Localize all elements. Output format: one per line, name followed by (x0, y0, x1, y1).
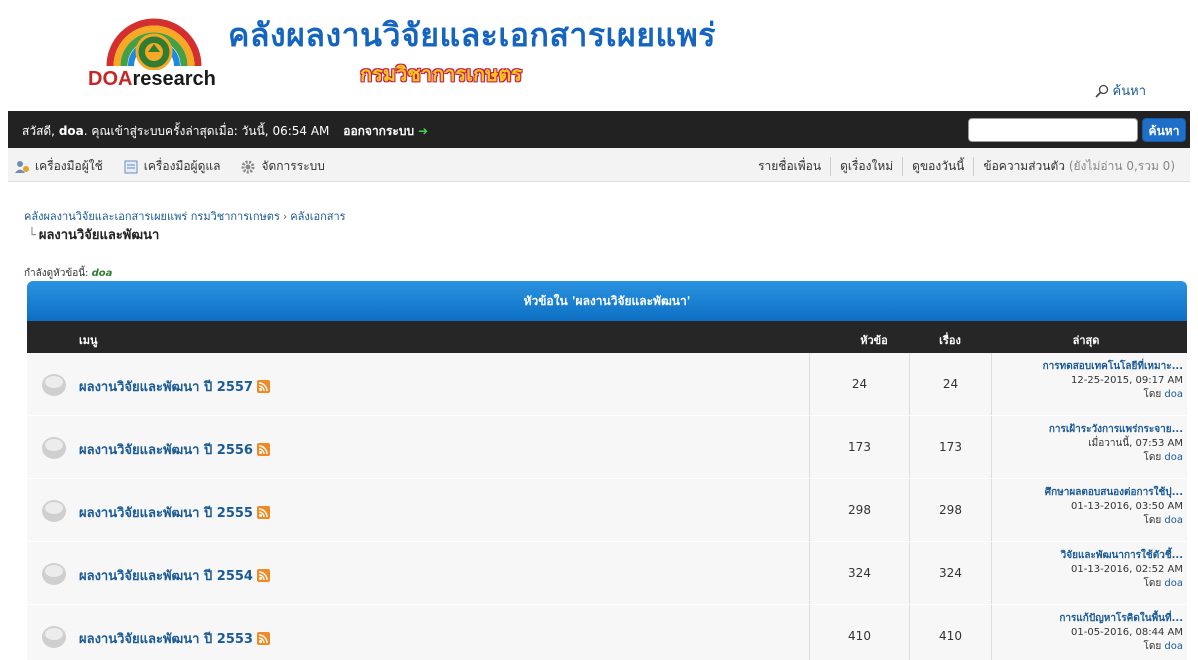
by-label: โดย (1143, 641, 1162, 652)
logout-link[interactable]: ออกจากระบบ (343, 124, 415, 138)
by-label: โดย (1143, 389, 1162, 400)
forum-post-count: 410 (909, 605, 991, 660)
last-post-user[interactable]: doa (1164, 641, 1183, 652)
last-post-date: 01-05-2016, 08:44 AM (1071, 627, 1183, 638)
welcome-message (22, 122, 428, 141)
forum-row (27, 353, 1187, 416)
forum-list-title: หัวข้อใน 'ผลงานวิจัยและพัฒนา' (27, 281, 1187, 321)
forum-rows (27, 353, 1187, 660)
forum-title-link[interactable] (79, 376, 270, 397)
column-forum: เมนู (79, 334, 98, 347)
last-post-by (992, 514, 1183, 528)
forum-post-count: 24 (909, 353, 991, 415)
rss-icon[interactable] (257, 632, 270, 645)
forum-status-icon (41, 625, 67, 649)
last-post-title[interactable]: วิจัยและพัฒนาการใช้ตัวชี้... (1060, 550, 1183, 561)
forum-post-count: 298 (909, 479, 991, 541)
forum-thread-count: 410 (809, 605, 909, 660)
nav-left (14, 157, 325, 176)
last-post-date: 01-13-2016, 02:52 AM (1071, 564, 1183, 575)
by-label: โดย (1143, 515, 1162, 526)
nav-admin[interactable] (240, 157, 324, 176)
forum-status-icon (41, 373, 67, 397)
last-post-by (992, 640, 1183, 654)
last-post-date: 12-25-2015, 09:17 AM (1071, 375, 1183, 386)
last-post-date: เมื่อวานนี้, 07:53 AM (1088, 438, 1183, 449)
column-last-post: ล่าสุด (1072, 334, 1100, 347)
viewing-label: กำลังดูหัวข้อนี้: (24, 268, 89, 279)
viewing-user[interactable]: doa (91, 268, 113, 279)
user-bar (8, 111, 1190, 148)
forum-status-icon (41, 436, 67, 460)
forum-row (27, 416, 1187, 479)
forum-post-count: 173 (909, 416, 991, 478)
forum-title-link[interactable] (79, 439, 270, 460)
forum-post-count: 324 (909, 542, 991, 604)
forum-row (27, 479, 1187, 542)
forum-thread-count: 324 (809, 542, 909, 604)
logout-arrow-icon: ➜ (418, 124, 429, 138)
forum-title-link[interactable] (79, 502, 270, 523)
nav-user-tools[interactable] (14, 157, 103, 176)
forum-thread-count: 173 (809, 416, 909, 478)
rss-icon[interactable] (257, 569, 270, 582)
forum-title-text: ผลงานวิจัยและพัฒนา ปี 2555 (79, 506, 253, 521)
site-subtitle: กรมวิชาการเกษตร (360, 62, 523, 86)
forum-last-post (991, 479, 1187, 541)
header-search-link[interactable] (1095, 80, 1146, 101)
nav-friends[interactable]: รายชื่อเพื่อน (758, 159, 822, 173)
rss-icon[interactable] (257, 506, 270, 519)
nav-bar (8, 148, 1190, 182)
column-posts: เรื่อง (939, 334, 961, 347)
currently-viewing (24, 266, 112, 281)
last-post-title[interactable]: การทดสอบเทคโนโลยีที่เหมาะ... (1042, 361, 1183, 372)
forum-title-text: ผลงานวิจัยและพัฒนา ปี 2556 (79, 443, 253, 458)
header-search-label: ค้นหา (1112, 84, 1146, 99)
column-threads: หัวข้อ (860, 334, 888, 347)
forum-status-icon (41, 499, 67, 523)
last-post-user[interactable]: doa (1164, 389, 1183, 400)
site-logo[interactable] (82, 8, 232, 94)
pm-count: (ยังไม่อ่าน 0,รวม 0) (1068, 159, 1175, 173)
nav-today-posts[interactable]: ดูของวันนี้ (902, 157, 973, 176)
by-label: โดย (1143, 578, 1162, 589)
forum-thread-count: 298 (809, 479, 909, 541)
forum-title-link[interactable] (79, 565, 270, 586)
page-title-text: ผลงานวิจัยและพัฒนา (38, 228, 160, 243)
nav-right (749, 157, 1184, 176)
nav-label: เครื่องมือผู้ดูแล (143, 159, 221, 173)
logo-wordmark: DOAresearch (88, 68, 216, 90)
greeting: สวัสดี, (22, 124, 55, 138)
breadcrumb-separator: › (282, 210, 288, 223)
user-tools-icon (14, 159, 30, 175)
forum-title-text: ผลงานวิจัยและพัฒนา ปี 2554 (79, 569, 253, 584)
breadcrumb-hook-icon: └ (28, 228, 36, 243)
last-post-user[interactable]: doa (1164, 578, 1183, 589)
forum-row (27, 542, 1187, 605)
forum-list (27, 281, 1187, 660)
nav-new-posts[interactable]: ดูเรื่องใหม่ (830, 157, 902, 176)
forum-last-post (991, 353, 1187, 415)
last-post-user[interactable]: doa (1164, 515, 1183, 526)
last-post-title[interactable]: การเฝ้าระวังการแพร่กระจาย... (1048, 424, 1183, 435)
search-input[interactable] (968, 118, 1138, 142)
forum-title-text: ผลงานวิจัยและพัฒนา ปี 2553 (79, 632, 253, 647)
gear-icon (240, 159, 256, 175)
forum-title-link[interactable] (79, 628, 270, 649)
last-visit-text: . คุณเข้าสู่ระบบครั้งล่าสุดเมื่อ: วันนี้, 06:54 AM (83, 124, 330, 138)
breadcrumb-home[interactable]: คลังผลงานวิจัยและเอกสารเผยแพร่ กรมวิชาการเกษตร (24, 210, 280, 223)
last-post-by (992, 577, 1183, 591)
pm-label: ข้อความส่วนตัว (983, 159, 1066, 173)
nav-private-messages[interactable] (973, 157, 1184, 176)
nav-label: เครื่องมือผู้ใช้ (35, 159, 103, 173)
breadcrumb-archive[interactable]: คลังเอกสาร (290, 210, 346, 223)
by-label: โดย (1143, 452, 1162, 463)
username-link[interactable]: doa (58, 124, 84, 138)
forum-status-icon (41, 562, 67, 586)
site-title: คลังผลงานวิจัยและเอกสารเผยแพร่ (228, 16, 716, 54)
rss-icon[interactable] (257, 380, 270, 393)
magnifier-icon (1095, 84, 1109, 98)
last-post-title[interactable]: ศึกษาผลตอบสนองต่อการใช้ปุ... (1044, 487, 1183, 498)
forum-last-post (991, 542, 1187, 604)
forum-row (27, 605, 1187, 660)
search-button[interactable]: ค้นหา (1142, 118, 1186, 142)
page-title (28, 224, 159, 245)
rss-icon[interactable] (257, 443, 270, 456)
breadcrumb (24, 207, 346, 225)
forum-title-text: ผลงานวิจัยและพัฒนา ปี 2557 (79, 380, 253, 395)
mod-tools-icon (123, 159, 139, 175)
nav-mod-tools[interactable] (123, 157, 221, 176)
nav-label: จัดการระบบ (261, 159, 325, 173)
forum-last-post (991, 416, 1187, 478)
last-post-user[interactable]: doa (1164, 452, 1183, 463)
last-post-by (992, 388, 1183, 402)
forum-last-post (991, 605, 1187, 660)
last-post-title[interactable]: การแก้ปัญหาโรคิดในพื้นที่... (1059, 613, 1183, 624)
last-post-by (992, 451, 1183, 465)
last-post-date: 01-13-2016, 03:50 AM (1071, 501, 1183, 512)
doa-emblem-icon (104, 8, 204, 70)
forum-list-header (27, 321, 1187, 353)
forum-thread-count: 24 (809, 353, 909, 415)
site-header (0, 0, 1198, 110)
